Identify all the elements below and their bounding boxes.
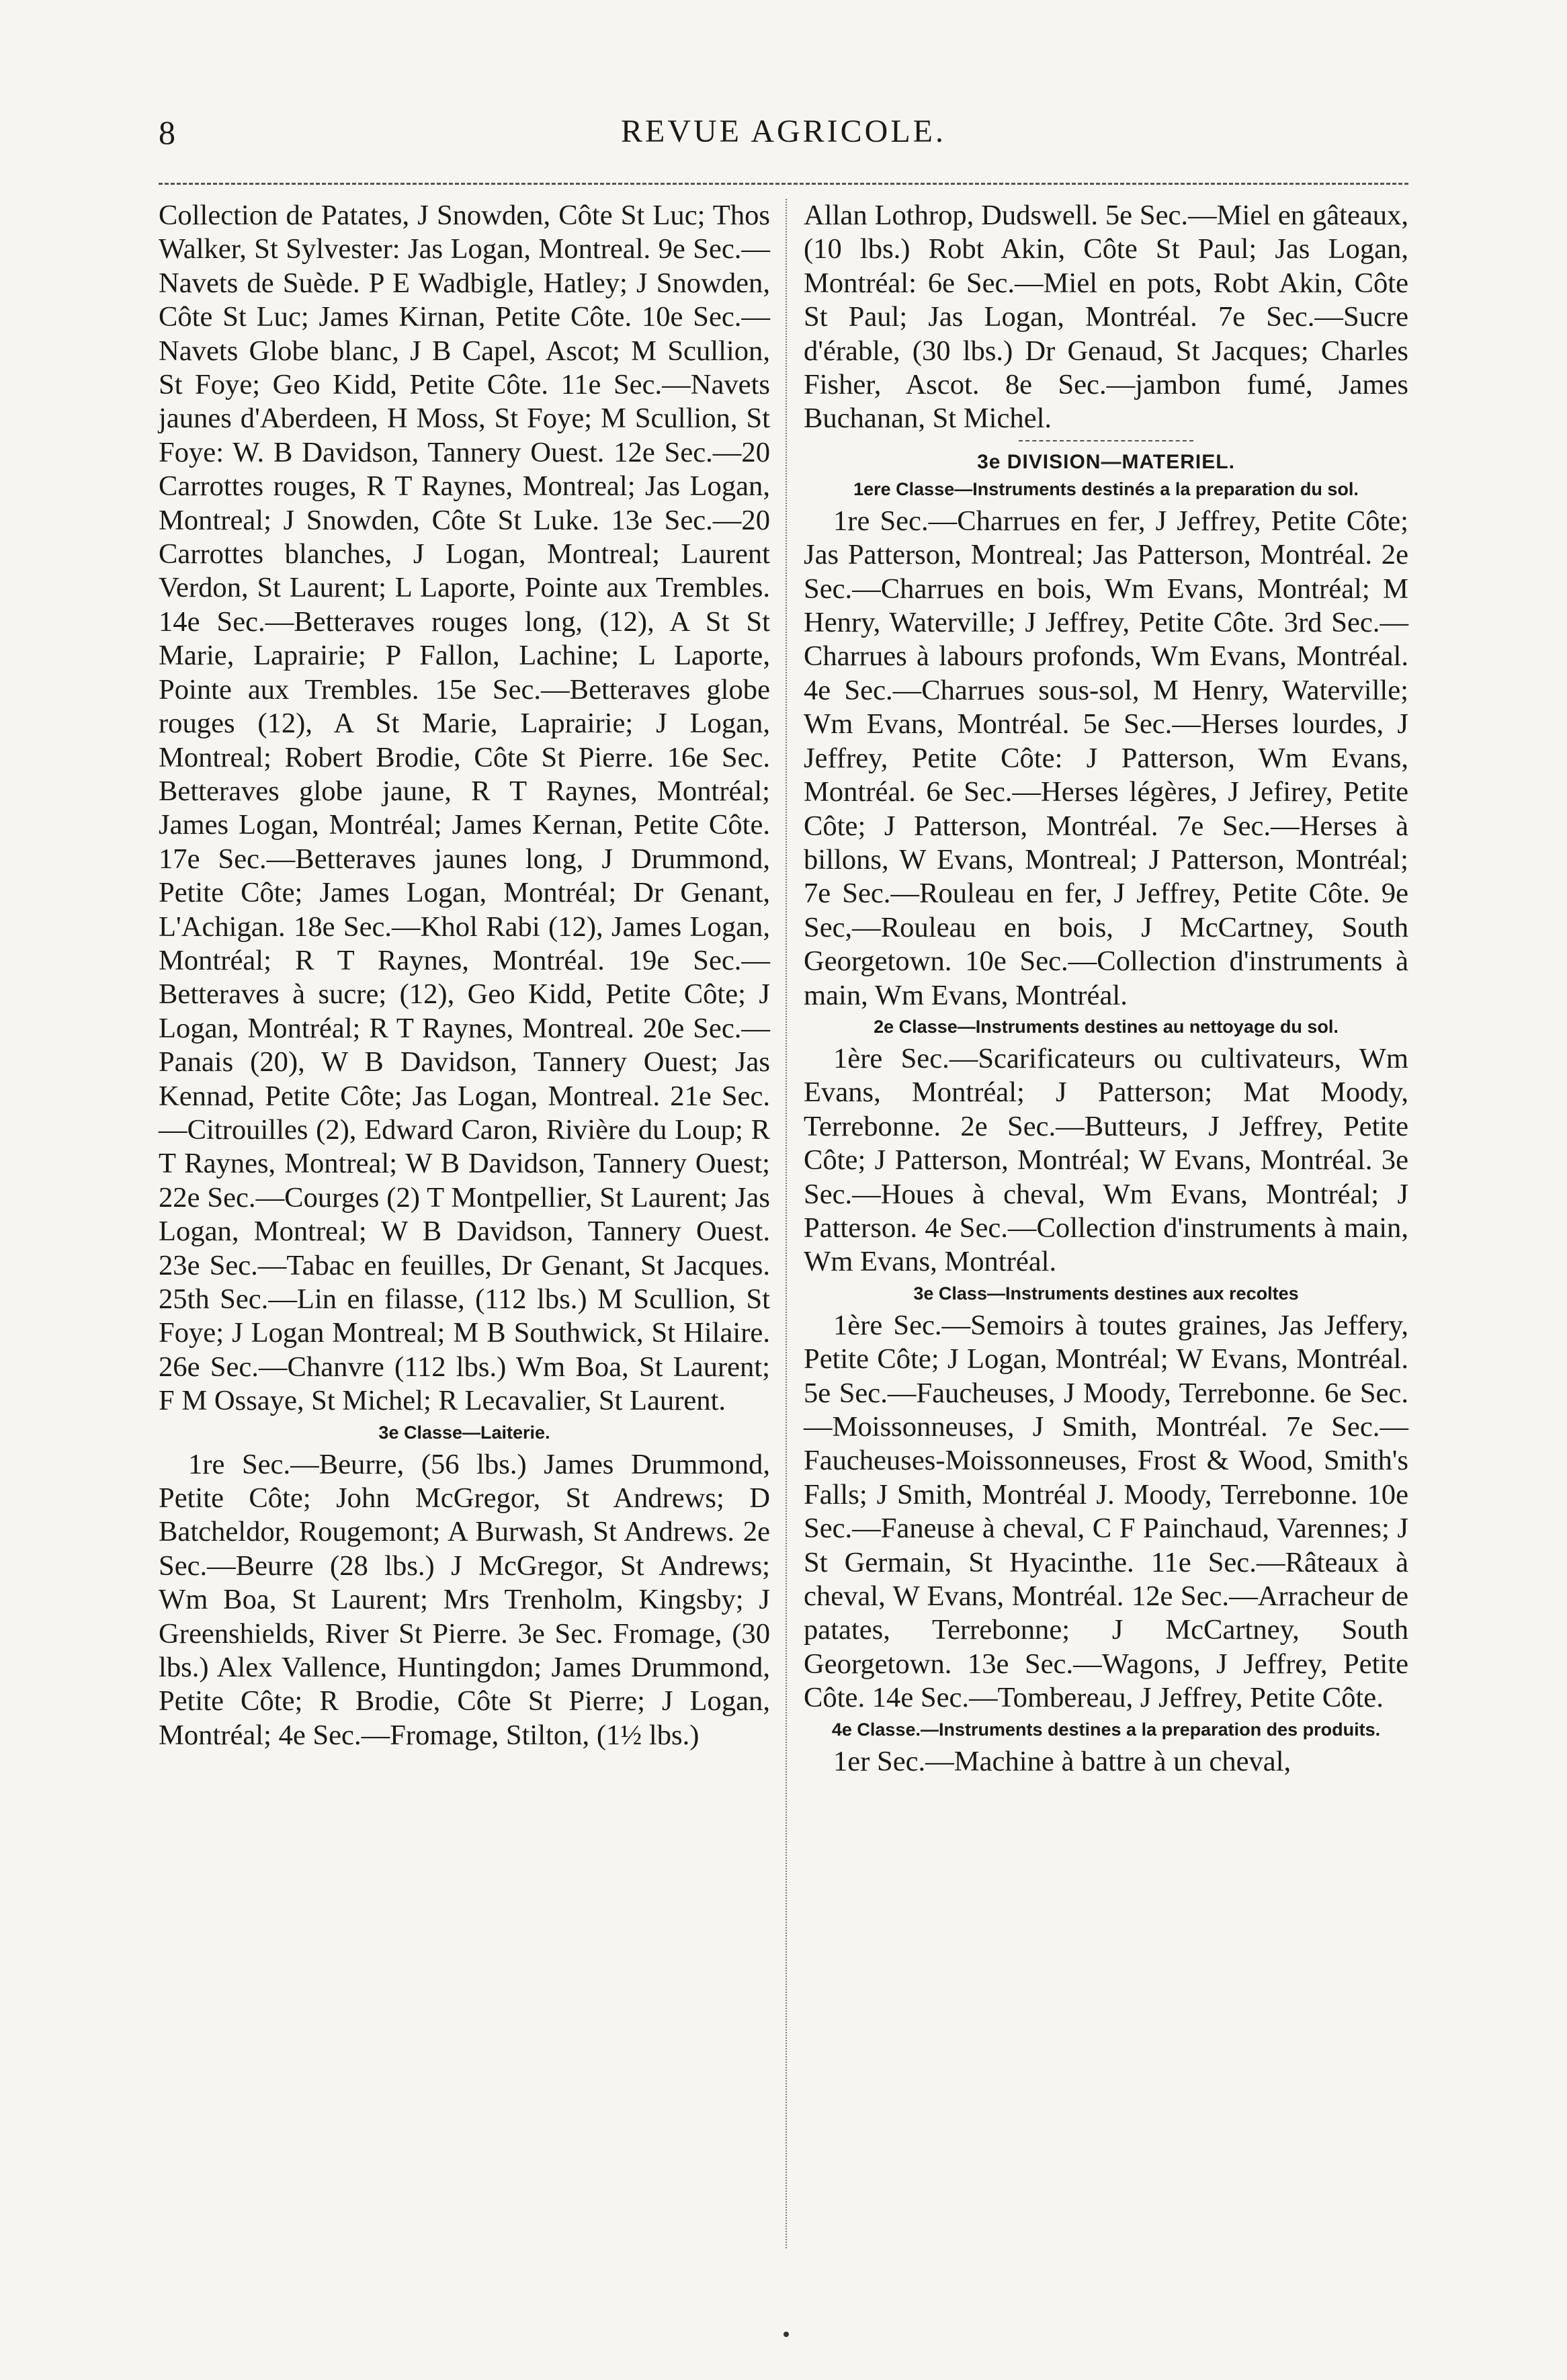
heading-division: 3e DIVISION—MATERIEL. [977,450,1235,473]
header-rule [159,183,1408,185]
page-number: 8 [159,114,176,151]
left-column [159,199,770,1752]
paragraph-continuation: Allan Lothrop, Dudswell. 5e Sec.—Miel en gâteaux, (10 lbs.) Robt Akin, Côte St Paul; Jas Logan, Montréal: 6e Sec.—Miel en pots, Robt Akin, Côte St Paul; Jas Logan, Montréal. 7e Sec.—Sucre d'érable, (30 lbs.) Dr Genaud, St Jacques; Charles Fisher, Ascot. 8e Sec.—jambon fumé, James Buchanan, St Michel. [804,200,1408,435]
paragraph-class-4: 1er Sec.—Machine à battre à un cheval, [833,1745,1291,1777]
heading-class-4: 4e Classe.—Instruments destines a la preparation des produits. [831,1719,1381,1740]
heading-class-3: 3e Class—Instruments destines aux recoltes [913,1283,1299,1304]
paragraph-vegetables: Collection de Patates, J Snowden, Côte St Luc; Thos Walker, St Sylvester: Jas Logan, Montreal. 9e Sec.—Navets de Suède. P E Wadbigle, Hatley; J Snowden, Côte St Luc; James Kirnan, Petite Côte. 10e Sec.—Navets Globe blanc, J B Capel, Ascot; M Scullion, St Foye; Geo Kidd, Petite Côte. 11e Sec.—Navets jaunes d'Aberdeen, H Moss, St Foye; M Scullion, St Foye: W. B Davidson, Tannery Ouest. 12e Sec.—20 Carrottes rouges, R T Raynes, Montreal; Jas Logan, Montreal; J Snowden, Côte St Luke. 13e Sec.—20 Carrottes blanches, J Logan, Montreal; Laurent Verdon, St Laurent; L Laporte, Pointe aux Trembles. 14e Sec.—Betteraves rouges long, (12), A St St Marie, Laprairie; P Fallon, Lachine; L Laporte, Pointe aux Trembles. 15e Sec.—Betteraves globe rouges (12), A St Marie, Laprairie; J Logan, Montreal; Robert Brodie, Côte St Pierre. 16e Sec. Betteraves globe jaune, R T Raynes, Montréal; James Logan, Montréal; James Kernan, Petite Côte. 17e Sec.—Betteraves jaunes long, J Drummond, Petite Côte; James Logan, Montréal; Dr Genant, L'Achigan. 18e Sec.—Khol Rabi (12), James Logan, Montréal; R T Raynes, Montréal. 19e Sec.—Betteraves à sucre; (12), Geo Kidd, Petite Côte; J Logan, Montréal; R T Raynes, Montreal. 20e Sec.—Panais (20), W B Davidson, Tannery Ouest; Jas Kennad, Petite Côte; Jas Logan, Montreal. 21e Sec.—Citrouilles (2), Edward Caron, Rivière du Loup; R T Raynes, Montreal; W B Davidson, Tannery Ouest; 22e Sec.—Courges (2) T Montpellier, St Laurent; Jas Logan, Montreal; W B Davidson, Tannery Ouest. 23e Sec.—Tabac en feuilles, Dr Genant, St Jacques. 25th Sec.—Lin en filasse, (112 lbs.) M Scullion, St Foye; J Logan Montreal; M B Southwick, St Hilaire. 26e Sec.—Chanvre (112 lbs.) Wm Boa, St Laurent; F M Ossaye, St Michel; R Lecavalier, St Laurent. [159,200,770,1417]
heading-laiterie: 3e Classe—Laiterie. [378,1422,550,1443]
page-bottom-dot [784,2332,789,2337]
page-header [159,113,1408,160]
section-rule [1019,440,1193,441]
heading-class-1: 1ere Classe—Instruments destinés a la preparation du sol. [853,478,1359,499]
paragraph-class-3: 1ère Sec.—Semoirs à toutes graines, Jas Jeffery, Petite Côte; J Logan, Montréal; W Evans, Montréal. 5e Sec.—Faucheuses, J Moody, Terrebonne. 6e Sec.—Moissonneuses, J Smith, Montréal. 7e Sec.—Faucheuses-Moissonneuses, Frost & Wood, Smith's Falls; J Smith, Montréal J. Moody, Terrebonne. 10e Sec.—Faneuse à cheval, C F Painchaud, Varennes; J St Germain, St Hyacinthe. 11e Sec.—Râteaux à cheval, W Evans, Montréal. 12e Sec.—Arracheur de patates, Terrebonne; J McCartney, South Georgetown. 13e Sec.—Wagons, J Jeffrey, Petite Côte. 14e Sec.—Tombereau, J Jeffrey, Petite Côte. [804,1309,1408,1714]
column-divider [786,199,787,2248]
right-column [804,199,1408,1779]
paragraph-class-2: 1ère Sec.—Scarificateurs ou cultivateurs, Wm Evans, Montréal; J Patterson; Mat Moody, Terrebonne. 2e Sec.—Butteurs, J Jeffrey, Petite Côte; J Patterson, Montréal; W Evans, Montréal. 3e Sec.—Houes à cheval, Wm Evans, Montréal; J Patterson. 4e Sec.—Collection d'instruments à main, Wm Evans, Montréal. [804,1042,1408,1278]
paragraph-laiterie: 1re Sec.—Beurre, (56 lbs.) James Drummond, Petite Côte; John McGregor, St Andrews; D Batcheldor, Rougemont; A Burwash, St Andrews. 2e Sec.—Beurre (28 lbs.) J McGregor, St Andrews; Wm Boa, St Laurent; Mrs Trenholm, Kingsby; J Greenshields, River St Pierre. 3e Sec. Fromage, (30 lbs.) Alex Vallence, Huntingdon; James Drummond, Petite Côte; R Brodie, Côte St Pierre; J Logan, Montréal; 4e Sec.—Fromage, Stilton, (1½ lbs.) [159,1448,770,1751]
running-title: REVUE AGRICOLE. [621,114,946,149]
heading-class-2: 2e Classe—Instruments destines au nettoyage du sol. [874,1016,1339,1037]
paragraph-class-1: 1re Sec.—Charrues en fer, J Jeffrey, Petite Côte; Jas Patterson, Montreal; Jas Patterson, Montréal. 2e Sec.—Charrues en bois, Wm Evans, Montréal; M Henry, Waterville; J Jeffrey, Petite Côte. 3rd Sec.—Charrues à labours profonds, Wm Evans, Montréal. 4e Sec.—Charrues sous-sol, M Henry, Waterville; Wm Evans, Montréal. 5e Sec.—Herses lourdes, J Jeffrey, Petite Côte: J Patterson, Wm Evans, Montréal. 6e Sec.—Herses légères, J Jefirey, Petite Côte; J Patterson, Montréal. 7e Sec.—Herses à billons, W Evans, Montreal; J Patterson, Montréal; 7e Sec.—Rouleau en fer, J Jeffrey, Petite Côte. 9e Sec,—Rouleau en bois, J McCartney, South Georgetown. 10e Sec.—Collection d'instruments à main, Wm Evans, Montréal. [804,505,1408,1011]
